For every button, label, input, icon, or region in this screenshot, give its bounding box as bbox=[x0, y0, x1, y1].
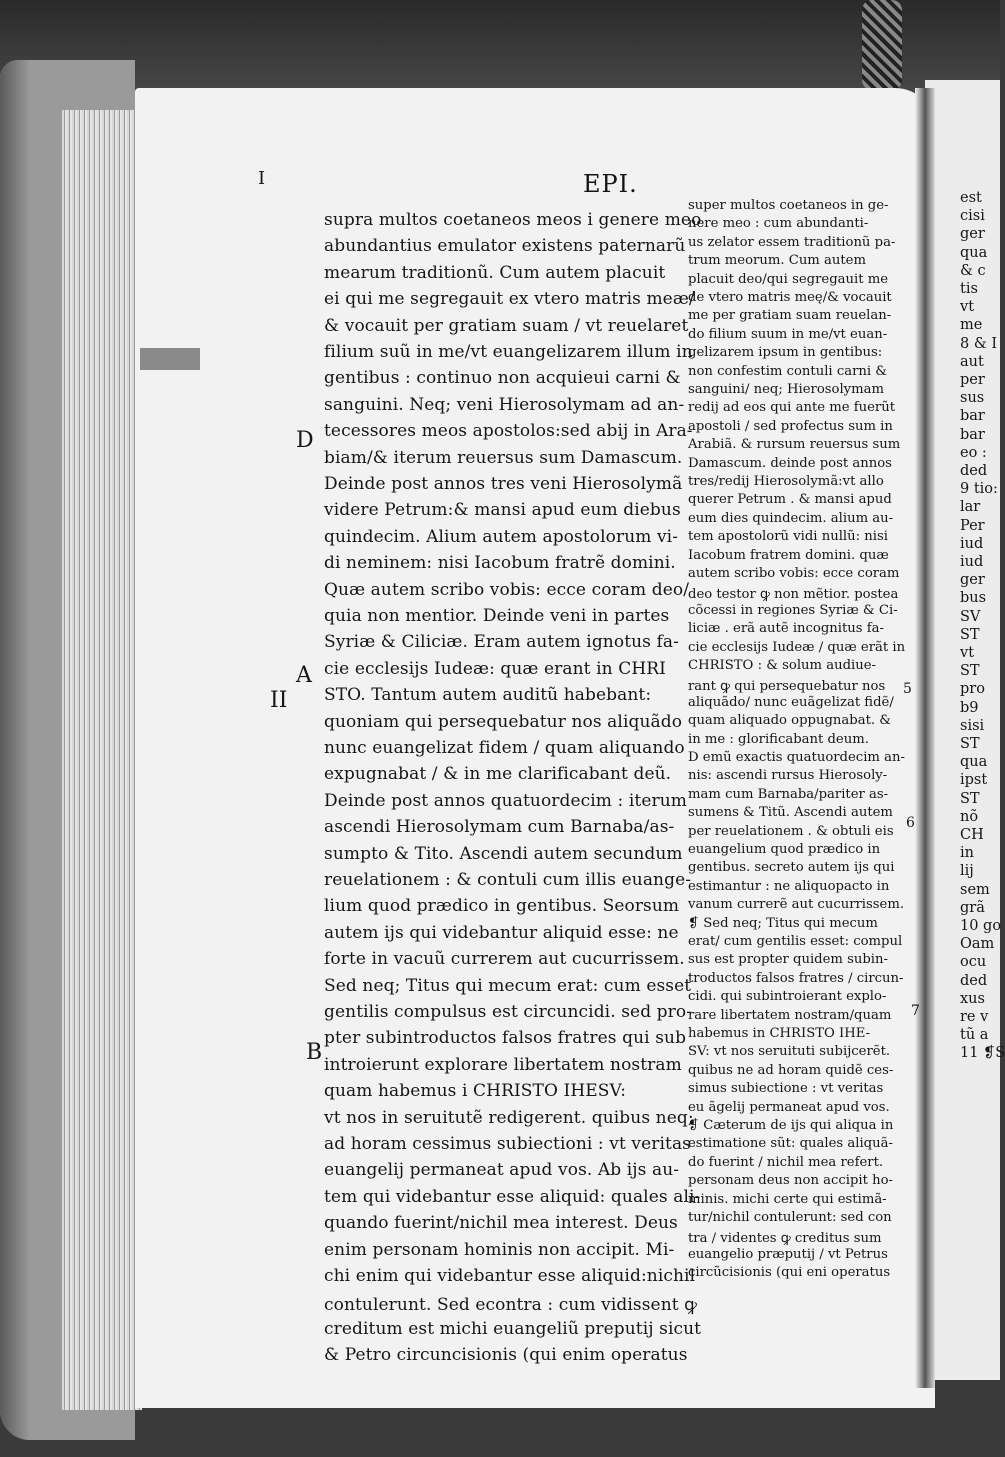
text-line: rant ꝙ qui persequebatur nos bbox=[688, 679, 886, 695]
text-fragment: ST bbox=[960, 626, 980, 643]
text-line: expugnabat / & in me clarificabant deũ. bbox=[324, 764, 672, 785]
gutter-shadow bbox=[915, 88, 935, 1388]
text-line: liciæ . erã autẽ incognitus fa- bbox=[688, 621, 884, 637]
text-line: creditum est michi euangeliũ preputij sicut bbox=[324, 1318, 702, 1339]
text-fragment: tũ a bbox=[960, 1027, 989, 1044]
text-line: aliquãdo/ nunc euãgelizat fidẽ/ bbox=[688, 694, 894, 710]
text-line: in me : glorificabant deum. bbox=[688, 731, 869, 747]
text-fragment: ST bbox=[960, 790, 980, 807]
text-line: forte in vacuũ currerem aut cucurrissem. bbox=[324, 949, 685, 970]
text-fragment: iud bbox=[960, 554, 984, 570]
text-line: nunc euangelizat fidem / quam aliquando bbox=[324, 738, 685, 758]
text-line: sanguini. Neq; veni Hierosolymam ad an- bbox=[324, 394, 685, 415]
text-fragment: cisi bbox=[960, 208, 985, 225]
text-line: abundantius emulator existens paternarũ bbox=[324, 236, 686, 257]
cover-shadow bbox=[0, 60, 30, 1440]
text-line: STO. Tantum autem auditũ habebant: bbox=[324, 685, 652, 706]
text-line: de vtero matris meę/& vocauit bbox=[688, 290, 892, 305]
page-edges bbox=[62, 110, 142, 1410]
text-line: autem ijs qui videbantur aliquid esse: ne bbox=[324, 922, 679, 943]
text-line: vt nos in seruitutẽ redigerent. quibus neq; bbox=[324, 1107, 694, 1128]
text-line: sumpto & Tito. Ascendi autem secundum bbox=[324, 843, 683, 864]
text-fragment: pro bbox=[960, 681, 985, 698]
text-line: mearum traditionũ. Cum autem placuit bbox=[324, 262, 666, 283]
text-line: enim personam hominis non accipit. Mi- bbox=[324, 1239, 675, 1260]
text-line: quindecim. Alium autem apostolorum vi- bbox=[324, 526, 679, 547]
text-line: tur/nichil contulerunt: sed con bbox=[688, 1210, 892, 1225]
text-line: & vocauit per gratiam suam / vt reuelaret bbox=[324, 315, 689, 336]
text-line: trum meorum. Cum autem bbox=[688, 253, 866, 269]
text-fragment: sem bbox=[960, 881, 990, 898]
text-line: estimantur : ne aliquopacto in bbox=[688, 878, 890, 894]
text-fragment: ded bbox=[960, 463, 988, 479]
text-line: quando fuerint/nichil mea interest. Deus bbox=[324, 1213, 678, 1234]
text-line: minis. michi certe qui estimã- bbox=[688, 1191, 887, 1207]
text-line: Quæ autem scribo vobis: ecce coram deo/ bbox=[324, 579, 690, 600]
text-line: redij ad eos qui ante me fuerũt bbox=[688, 400, 896, 416]
text-line: circũcisionis (qui eni operatus bbox=[688, 1265, 891, 1281]
text-fragment: per bbox=[960, 372, 985, 388]
text-line: reuelationem : & contuli cum illis euange- bbox=[324, 870, 692, 890]
text-line: Deinde post annos quatuordecim : iterum bbox=[324, 790, 687, 811]
text-line: erat/ cum gentilis esset: compul bbox=[688, 934, 903, 949]
text-line: chi enim qui videbantur esse aliquid:nichil bbox=[324, 1266, 696, 1286]
running-title: EPI. bbox=[583, 170, 638, 198]
text-line: Syriæ & Ciliciæ. Eram autem ignotus fa- bbox=[324, 632, 679, 653]
text-line: estimatione sũt: quales aliquã- bbox=[688, 1136, 893, 1152]
text-fragment: me bbox=[960, 317, 983, 334]
text-line: Arabiã. & rursum reuersus sum bbox=[688, 437, 901, 453]
text-line: Sed neq; Titus qui mecum erat: cum esset bbox=[324, 975, 692, 996]
text-fragment: eo : bbox=[960, 444, 987, 461]
text-line: gentibus : continuo non acquieui carni & bbox=[324, 368, 681, 389]
text-fragment: 11 ❡S bbox=[960, 1045, 1005, 1062]
text-line: ei qui me segregauit ex vtero matris meæ/ bbox=[324, 289, 695, 310]
text-fragment: 9 tio: bbox=[960, 481, 998, 498]
text-line: sus est propter quidem subin- bbox=[688, 952, 888, 968]
text-fragment: vt bbox=[960, 299, 975, 316]
text-line: habemus in CHRISTO IHE- bbox=[688, 1026, 871, 1041]
text-fragment: nõ bbox=[960, 808, 979, 825]
text-fragment: bar bbox=[960, 408, 985, 425]
text-line: contulerunt. Sed econtra : cum vidissent ꝙ bbox=[324, 1295, 698, 1316]
text-line: troductos falsos fratres / circun- bbox=[688, 970, 904, 986]
text-fragment: lij bbox=[960, 863, 974, 880]
text-fragment: tis bbox=[960, 281, 978, 297]
text-line: super multos coetaneos in ge- bbox=[688, 198, 889, 213]
text-line: per reuelationem . & obtuli eis bbox=[688, 823, 894, 839]
text-line: tecessores meos apostolos:sed abij in Ara- bbox=[324, 421, 693, 442]
text-fragment: vt bbox=[960, 645, 975, 661]
text-fragment: qua bbox=[960, 244, 988, 261]
verse-number-6: 6 bbox=[906, 815, 915, 831]
text-line: introierunt explorare libertatem nostram bbox=[324, 1054, 682, 1075]
verse-number-7: 7 bbox=[911, 1003, 920, 1019]
text-line: di neminem: nisi Iacobum fratrẽ domini. bbox=[324, 553, 676, 574]
text-line: CHRISTO : & solum audiue- bbox=[688, 658, 877, 673]
text-fragment: qua bbox=[960, 754, 988, 771]
text-line: nere meo : cum abundanti- bbox=[688, 216, 869, 232]
text-line: quam aliquado oppugnabat. & bbox=[688, 713, 892, 729]
text-fragment: bus bbox=[960, 590, 987, 607]
text-line: tra / videntes ꝙ creditus sum bbox=[688, 1231, 882, 1247]
text-line: ❡ Cæterum de ijs qui aliqua in bbox=[688, 1118, 894, 1133]
text-fragment: iud bbox=[960, 535, 984, 552]
text-line: quoniam qui persequebatur nos aliquãdo bbox=[324, 711, 683, 732]
text-line: mam cum Barnaba/pariter as- bbox=[688, 786, 889, 802]
text-line: ascendi Hierosolymam cum Barnaba/as- bbox=[324, 817, 675, 838]
margin-letter-b: B bbox=[306, 1040, 323, 1065]
text-line: ad horam cessimus subiectioni : vt veritas bbox=[324, 1134, 692, 1154]
text-line: cie ecclesijs Iudeæ / quæ erãt in bbox=[688, 639, 906, 655]
folio-number: I bbox=[258, 168, 266, 189]
text-fragment: ger bbox=[960, 226, 985, 243]
text-fragment: re v bbox=[960, 1009, 989, 1025]
text-line: & Petro circuncisionis (qui enim operatus bbox=[324, 1345, 688, 1366]
text-line: Damascum. deinde post annos bbox=[688, 455, 892, 471]
text-line: sumens & Titũ. Ascendi autem bbox=[688, 805, 893, 821]
text-fragment: ded bbox=[960, 972, 988, 989]
text-line: quam habemus i CHRISTO IHESV: bbox=[324, 1081, 627, 1102]
text-line: cie ecclesijs Iudeæ: quæ erant in CHRI bbox=[324, 658, 666, 679]
text-line: tem qui videbantur esse aliquid: quales ali- bbox=[324, 1186, 701, 1207]
text-fragment: bar bbox=[960, 426, 985, 443]
text-line: do filium suum in me/vt euan- bbox=[688, 326, 888, 342]
text-line: apostoli / sed profectus sum in bbox=[688, 418, 893, 434]
text-fragment: grã bbox=[960, 899, 985, 916]
text-fragment: ocu bbox=[960, 954, 987, 971]
text-fragment: b9 bbox=[960, 699, 979, 716]
text-fragment: est bbox=[960, 190, 982, 206]
text-fragment: ger bbox=[960, 572, 985, 589]
text-fragment: 8 & I bbox=[960, 335, 998, 352]
text-line: pter subintroductos falsos fratres qui sub bbox=[324, 1028, 687, 1049]
text-fragment: Per bbox=[960, 517, 985, 534]
text-line: gelizarem ipsum in gentibus: bbox=[688, 345, 883, 361]
text-fragment: ST bbox=[960, 663, 980, 680]
text-line: tem apostolorũ vidi nullũ: nisi bbox=[688, 529, 888, 545]
text-line: vanum currerẽ aut cucurrissem. bbox=[688, 897, 905, 913]
text-fragment: SV bbox=[960, 608, 981, 625]
text-fragment: aut bbox=[960, 353, 984, 370]
text-line: biam/& iterum reuersus sum Damascum. bbox=[324, 447, 683, 468]
text-fragment: 10 go bbox=[960, 918, 1002, 934]
margin-letter-a: A bbox=[296, 663, 312, 688]
text-line: euangelio præputij / vt Petrus bbox=[688, 1246, 888, 1262]
text-line: simus subiectione : vt veritas bbox=[688, 1081, 884, 1097]
text-line: videre Petrum:& mansi apud eum diebus bbox=[324, 500, 681, 521]
paper-tab bbox=[140, 348, 200, 370]
text-line: euangelij permaneat apud vos. Ab ijs au- bbox=[324, 1160, 680, 1181]
verse-number-5: 5 bbox=[903, 681, 912, 697]
text-fragment: in bbox=[960, 845, 974, 862]
text-line: eum dies quindecim. alium au- bbox=[688, 510, 894, 526]
text-line: sanguini/ neq; Hierosolymam bbox=[688, 382, 885, 397]
text-line: us zelator essem traditionũ pa- bbox=[688, 234, 896, 250]
chapter-number: II bbox=[270, 688, 288, 713]
text-line: ❡ Sed neq; Titus qui mecum bbox=[688, 915, 878, 931]
text-line: supra multos coetaneos meos i genere meo bbox=[324, 210, 702, 230]
text-fragment: sus bbox=[960, 390, 985, 407]
text-line: do fuerint / nichil mea refert. bbox=[688, 1154, 884, 1170]
text-line: quia non mentior. Deinde veni in partes bbox=[324, 606, 670, 626]
text-fragment: & c bbox=[960, 262, 986, 279]
text-line: gentibus. secreto autem ijs qui bbox=[688, 860, 895, 876]
binding-string bbox=[862, 0, 902, 90]
text-fragment: sisi bbox=[960, 717, 985, 734]
text-line: filium suũ in me/vt euangelizarem illum in bbox=[324, 342, 693, 362]
text-line: euangelium quod prædico in bbox=[688, 842, 881, 857]
text-line: autem scribo vobis: ecce coram bbox=[688, 566, 900, 581]
text-line: eu ãgelij permaneat apud vos. bbox=[688, 1099, 890, 1115]
text-line: Iacobum fratrem domini. quæ bbox=[688, 547, 889, 563]
text-line: rare libertatem nostram/quam bbox=[688, 1007, 892, 1023]
text-line: quibus ne ad horam quidẽ ces- bbox=[688, 1062, 894, 1078]
text-line: gentilis compulsus est circuncidi. sed pro- bbox=[324, 1002, 693, 1022]
text-line: cidi. qui subintroierant explo- bbox=[688, 989, 887, 1005]
text-line: SV: vt nos seruituti subijcerẽt. bbox=[688, 1044, 891, 1060]
text-line: D emũ exactis quatuordecim an- bbox=[688, 750, 905, 765]
text-line: deo testor ꝙ non mẽtior. postea bbox=[688, 587, 899, 603]
text-fragment: Oam bbox=[960, 936, 995, 953]
text-line: querer Petrum . & mansi apud bbox=[688, 492, 892, 508]
text-fragment: xus bbox=[960, 990, 985, 1007]
text-fragment: ipst bbox=[960, 772, 988, 789]
text-line: personam deus non accipit ho- bbox=[688, 1173, 894, 1189]
text-fragment: lar bbox=[960, 499, 981, 516]
text-line: Deinde post annos tres veni Hierosolymã bbox=[324, 474, 683, 494]
text-line: tres/redij Hierosolymã:vt allo bbox=[688, 474, 884, 489]
text-fragment: ST bbox=[960, 736, 980, 752]
margin-letter-d: D bbox=[296, 428, 314, 453]
text-line: cõcessi in regiones Syriæ & Ci- bbox=[688, 602, 898, 618]
text-line: lium quod prædico in gentibus. Seorsum bbox=[324, 896, 680, 917]
text-line: placuit deo/qui segregauit me bbox=[688, 271, 889, 287]
text-fragment: CH bbox=[960, 827, 984, 843]
text-line: me per gratiam suam reuelan- bbox=[688, 308, 892, 324]
text-line: non confestim contuli carni & bbox=[688, 363, 888, 379]
text-line: nis: ascendi rursus Hierosoly- bbox=[688, 768, 888, 784]
